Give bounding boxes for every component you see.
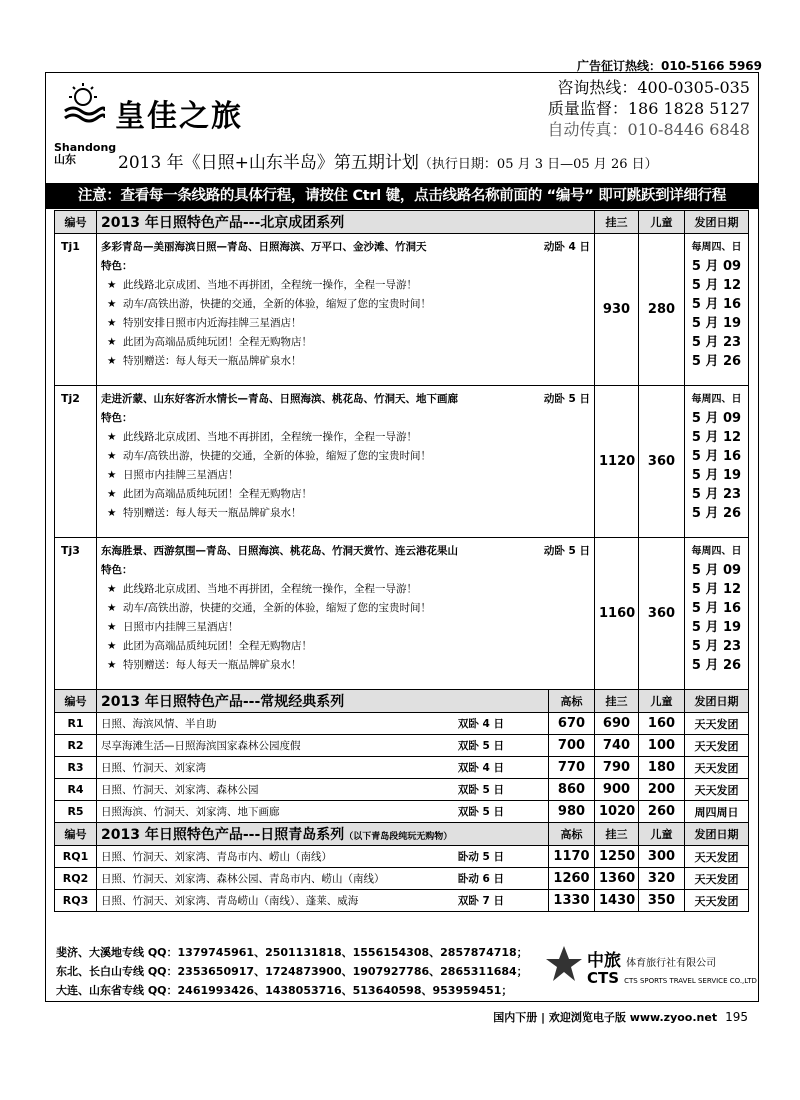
- footer-text: 国内下册 | 欢迎浏览电子版 www.zyoo.net: [493, 1011, 718, 1024]
- shandong-logo-cn: 山东: [54, 153, 76, 166]
- child-price: 350: [639, 890, 685, 912]
- schedule-table: [54, 210, 749, 912]
- plan-title: [118, 148, 658, 173]
- features-label: 特色：: [101, 260, 133, 272]
- feature-text: 此团为高端品质纯玩团！全程无购物店！: [123, 640, 312, 652]
- route-detail: [97, 538, 595, 690]
- star-icon: ★: [107, 431, 117, 443]
- route-row: [55, 386, 749, 538]
- features-label: 特色：: [101, 564, 133, 576]
- ad-hotline: 广告征订热线：010-5166 5969: [576, 59, 762, 73]
- route-name: 日照、海滨风情、半自助: [101, 718, 217, 730]
- route-row: [55, 234, 749, 386]
- star-icon: ★: [107, 659, 117, 671]
- child-price: 160: [639, 713, 685, 735]
- feature-text: 此团为高端品质纯玩团！全程无购物店！: [123, 488, 312, 500]
- feature-text: 此线路北京成团、当地不再拼团，全程统一操作，全程一导游！: [123, 279, 417, 291]
- departure-dates: 天天发团: [685, 713, 749, 735]
- child-price: 260: [639, 801, 685, 823]
- departure-date: 5 月 12: [691, 430, 742, 445]
- route-code-link[interactable]: R2: [55, 735, 97, 757]
- route-code-link[interactable]: Tj2: [55, 386, 97, 538]
- route-row: [55, 735, 749, 757]
- cts-star-icon: [545, 944, 583, 984]
- adult-price: 1250: [595, 846, 639, 868]
- child-price: 300: [639, 846, 685, 868]
- feature-item: [101, 352, 590, 371]
- route-code-link[interactable]: R4: [55, 779, 97, 801]
- departure-date: 5 月 23: [691, 639, 742, 654]
- qq-line: 东北、长白山专线 QQ：2353650917、1724873900、1907927786、2865311684；: [56, 965, 528, 978]
- departure-date: 5 月 23: [691, 487, 742, 502]
- feature-item: [101, 314, 590, 333]
- route-detail: [97, 735, 549, 757]
- col-child: 儿童: [639, 211, 685, 234]
- route-name: 日照、竹洞天、刘家湾、森林公园: [101, 784, 259, 796]
- route-code-link[interactable]: R1: [55, 713, 97, 735]
- route-code-link[interactable]: R3: [55, 757, 97, 779]
- star-icon: ★: [107, 640, 117, 652]
- adult-price: 900: [595, 779, 639, 801]
- plan-dates: （执行日期：05 月 3 日—05 月 26 日）: [418, 157, 658, 172]
- route-detail: [97, 801, 549, 823]
- star-icon: ★: [107, 602, 117, 614]
- section-header: [55, 211, 749, 234]
- col-code: 编号: [55, 211, 97, 234]
- route-detail: [97, 890, 549, 912]
- route-name: 日照、竹洞天、刘家湾: [101, 762, 206, 774]
- col-high: 高标: [549, 823, 595, 846]
- adult-price: 1120: [595, 386, 639, 538]
- high-price: 1330: [549, 890, 595, 912]
- feature-item: [101, 656, 590, 675]
- feature-text: 动车/高铁出游，快捷的交通，全新的体验，缩短了您的宝贵时间！: [123, 450, 432, 462]
- feature-text: 动车/高铁出游，快捷的交通，全新的体验，缩短了您的宝贵时间！: [123, 298, 432, 310]
- section-title-cell: [97, 690, 549, 713]
- cts-en-abbr: CTS: [587, 969, 620, 987]
- col-code: 编号: [55, 823, 97, 846]
- departure-date: 5 月 16: [691, 601, 742, 616]
- dates-head: 每周四、日: [691, 242, 742, 253]
- feature-item: [101, 580, 590, 599]
- route-duration: 卧动 5 日: [457, 851, 504, 863]
- high-price: 1170: [549, 846, 595, 868]
- notice-banner: 注意：查看每一条线路的具体行程，请按住 Ctrl 键，点击线路名称前面的 “编号” 即可跳跃到详细行程: [45, 183, 759, 209]
- quality-hotline: 质量监督：186 1828 5127: [547, 99, 750, 118]
- col-high: 高标: [549, 690, 595, 713]
- shandong-logo-text: Shandong: [54, 141, 117, 154]
- child-price: 100: [639, 735, 685, 757]
- feature-text: 此团为高端品质纯玩团！全程无购物店！: [123, 336, 312, 348]
- brand-name: 皇佳之旅: [115, 99, 243, 134]
- adult-price: 1430: [595, 890, 639, 912]
- section-title: 2013 年日照特色产品---北京成团系列: [97, 211, 595, 234]
- departure-date: 5 月 12: [691, 278, 742, 293]
- departure-dates: 天天发团: [685, 868, 749, 890]
- route-row: [55, 713, 749, 735]
- section-title: 2013 年日照特色产品---日照青岛系列: [101, 827, 345, 843]
- adult-price: 1160: [595, 538, 639, 690]
- route-row: [55, 890, 749, 912]
- departure-date: 5 月 09: [691, 563, 742, 578]
- route-name: 日照、竹洞天、刘家湾、青岛市内、崂山（南线）: [101, 851, 332, 863]
- feature-item: [101, 485, 590, 504]
- star-icon: ★: [107, 621, 117, 633]
- col-adult: 挂三: [595, 823, 639, 846]
- adult-price: 1020: [595, 801, 639, 823]
- contact-block: [548, 77, 750, 140]
- page-number: 195: [725, 1010, 748, 1024]
- star-icon: ★: [107, 298, 117, 310]
- feature-item: [101, 504, 590, 523]
- route-row: [55, 801, 749, 823]
- departure-dates: [685, 386, 749, 538]
- departure-dates: 天天发团: [685, 846, 749, 868]
- route-name: 走进沂蒙、山东好客沂水情长—青岛、日照海滨、桃花岛、竹洞天、地下画廊: [101, 393, 458, 405]
- route-duration: 双卧 5 日: [457, 784, 504, 796]
- section-header: [55, 823, 749, 846]
- route-duration: 双卧 5 日: [457, 806, 504, 818]
- feature-text: 日照市内挂牌三星酒店！: [123, 621, 239, 633]
- col-adult: 挂三: [595, 211, 639, 234]
- route-row: [55, 757, 749, 779]
- route-name: 日照、竹洞天、刘家湾、森林公园、青岛市内、崂山（南线）: [101, 873, 385, 885]
- child-price: 320: [639, 868, 685, 890]
- dates-head: 每周四、日: [691, 394, 742, 405]
- feature-text: 此线路北京成团、当地不再拼团，全程统一操作，全程一导游！: [123, 431, 417, 443]
- route-detail: [97, 779, 549, 801]
- route-code-link[interactable]: RQ2: [55, 868, 97, 890]
- sun-wave-logo-icon: [61, 81, 105, 125]
- feature-text: 此线路北京成团、当地不再拼团，全程统一操作，全程一导游！: [123, 583, 417, 595]
- child-price: 180: [639, 757, 685, 779]
- star-icon: ★: [107, 279, 117, 291]
- route-duration: 双卧 4 日: [457, 762, 504, 774]
- features-label: 特色：: [101, 412, 133, 424]
- departure-dates: [685, 234, 749, 386]
- section-title: 2013 年日照特色产品---常规经典系列: [101, 694, 345, 710]
- col-code: 编号: [55, 690, 97, 713]
- brand-logo: [53, 79, 313, 139]
- star-icon: ★: [107, 355, 117, 367]
- high-price: 860: [549, 779, 595, 801]
- route-code-link[interactable]: R5: [55, 801, 97, 823]
- departure-date: 5 月 26: [691, 506, 742, 521]
- route-duration: 动卧 4 日: [543, 241, 590, 253]
- feature-item: [101, 466, 590, 485]
- plan-title-text: 2013 年《日照+山东半岛》第五期计划: [118, 153, 419, 173]
- star-icon: ★: [107, 450, 117, 462]
- high-price: 700: [549, 735, 595, 757]
- departure-date: 5 月 19: [691, 620, 742, 635]
- high-price: 770: [549, 757, 595, 779]
- dates-head: 每周四、日: [691, 546, 742, 557]
- route-name: 日照海滨、竹洞天、刘家湾、地下画廊: [101, 806, 280, 818]
- departure-date: 5 月 26: [691, 658, 742, 673]
- cts-en-full: CTS SPORTS TRAVEL SERVICE CO.,LTD: [624, 977, 757, 985]
- route-code-link[interactable]: RQ3: [55, 890, 97, 912]
- section-title-note: （以下青岛段纯玩无购物）: [344, 832, 453, 842]
- route-name: 日照、竹洞天、刘家湾、青岛崂山（南线）、蓬莱、威海: [101, 895, 359, 907]
- route-row: [55, 538, 749, 690]
- route-row: [55, 779, 749, 801]
- route-duration: 动卧 5 日: [543, 545, 590, 557]
- adult-price: 740: [595, 735, 639, 757]
- departure-date: 5 月 09: [691, 259, 742, 274]
- route-code-link[interactable]: Tj1: [55, 234, 97, 386]
- departure-date: 5 月 19: [691, 316, 742, 331]
- feature-item: [101, 618, 590, 637]
- child-price: 280: [639, 234, 685, 386]
- route-name: 东海胜景、西游氛围—青岛、日照海滨、桃花岛、竹洞天赏竹、连云港花果山: [101, 545, 458, 557]
- departure-date: 5 月 23: [691, 335, 742, 350]
- route-detail: [97, 713, 549, 735]
- feature-item: [101, 637, 590, 656]
- col-child: 儿童: [639, 690, 685, 713]
- consult-hotline: 咨询热线：400-0305-035: [557, 78, 750, 97]
- route-detail: [97, 846, 549, 868]
- route-detail: [97, 868, 549, 890]
- departure-date: 5 月 19: [691, 468, 742, 483]
- departure-date: 5 月 12: [691, 582, 742, 597]
- child-price: 360: [639, 538, 685, 690]
- route-row: [55, 846, 749, 868]
- departure-date: 5 月 26: [691, 354, 742, 369]
- departure-dates: 天天发团: [685, 779, 749, 801]
- route-detail: [97, 757, 549, 779]
- adult-price: 790: [595, 757, 639, 779]
- footer: [493, 1009, 748, 1025]
- fax-line: 自动传真：010-8446 6848: [547, 120, 750, 139]
- col-adult: 挂三: [595, 690, 639, 713]
- feature-text: 日照市内挂牌三星酒店！: [123, 469, 239, 481]
- star-icon: ★: [107, 317, 117, 329]
- high-price: 980: [549, 801, 595, 823]
- star-icon: ★: [107, 583, 117, 595]
- feature-item: [101, 599, 590, 618]
- feature-text: 特别安排日照市内近海挂牌三星酒店！: [123, 317, 302, 329]
- qq-line: 斐济、大溪地专线 QQ：1379745961、2501131818、1556154308、2857874718；: [56, 946, 528, 959]
- departure-dates: 天天发团: [685, 757, 749, 779]
- adult-price: 690: [595, 713, 639, 735]
- route-duration: 双卧 7 日: [457, 895, 504, 907]
- route-duration: 动卧 5 日: [543, 393, 590, 405]
- col-child: 儿童: [639, 823, 685, 846]
- cts-cn-name: 中旅: [587, 951, 621, 971]
- departure-dates: 天天发团: [685, 890, 749, 912]
- adult-price: 930: [595, 234, 639, 386]
- qq-contacts: [56, 943, 528, 1000]
- departure-dates: [685, 538, 749, 690]
- departure-dates: 周四周日: [685, 801, 749, 823]
- route-row: [55, 868, 749, 890]
- departure-date: 5 月 16: [691, 297, 742, 312]
- child-price: 360: [639, 386, 685, 538]
- high-price: 670: [549, 713, 595, 735]
- feature-item: [101, 428, 590, 447]
- cts-cn-suffix: 体育旅行社有限公司: [626, 958, 717, 969]
- route-detail: [97, 386, 595, 538]
- col-dates: 发团日期: [685, 823, 749, 846]
- route-name: 多彩青岛—美丽海滨日照—青岛、日照海滨、万平口、金沙滩、竹洞天: [101, 241, 427, 253]
- route-code-link[interactable]: RQ1: [55, 846, 97, 868]
- departure-date: 5 月 09: [691, 411, 742, 426]
- feature-item: [101, 276, 590, 295]
- route-duration: 双卧 4 日: [457, 718, 504, 730]
- departure-dates: 天天发团: [685, 735, 749, 757]
- star-icon: ★: [107, 507, 117, 519]
- feature-item: [101, 295, 590, 314]
- qq-line: 大连、山东省专线 QQ：2461993426、1438053716、513640598、953959451；: [56, 984, 513, 997]
- shandong-logo: [54, 141, 117, 178]
- feature-text: 动车/高铁出游，快捷的交通，全新的体验，缩短了您的宝贵时间！: [123, 602, 432, 614]
- route-code-link[interactable]: Tj3: [55, 538, 97, 690]
- section-title-cell: [97, 823, 549, 846]
- route-duration: 卧动 6 日: [457, 873, 504, 885]
- feature-item: [101, 447, 590, 466]
- feature-text: 特别赠送：每人每天一瓶品牌矿泉水！: [123, 507, 302, 519]
- route-detail: [97, 234, 595, 386]
- child-price: 200: [639, 779, 685, 801]
- star-icon: ★: [107, 336, 117, 348]
- feature-text: 特别赠送：每人每天一瓶品牌矿泉水！: [123, 659, 302, 671]
- section-header: [55, 690, 749, 713]
- cts-logo: [545, 942, 757, 994]
- high-price: 1260: [549, 868, 595, 890]
- col-dates: 发团日期: [685, 211, 749, 234]
- feature-text: 特别赠送：每人每天一瓶品牌矿泉水！: [123, 355, 302, 367]
- star-icon: ★: [107, 469, 117, 481]
- star-icon: ★: [107, 488, 117, 500]
- feature-item: [101, 333, 590, 352]
- adult-price: 1360: [595, 868, 639, 890]
- departure-date: 5 月 16: [691, 449, 742, 464]
- col-dates: 发团日期: [685, 690, 749, 713]
- route-duration: 双卧 5 日: [457, 740, 504, 752]
- route-name: 尽享海滩生活—日照海滨国家森林公园度假: [101, 740, 301, 752]
